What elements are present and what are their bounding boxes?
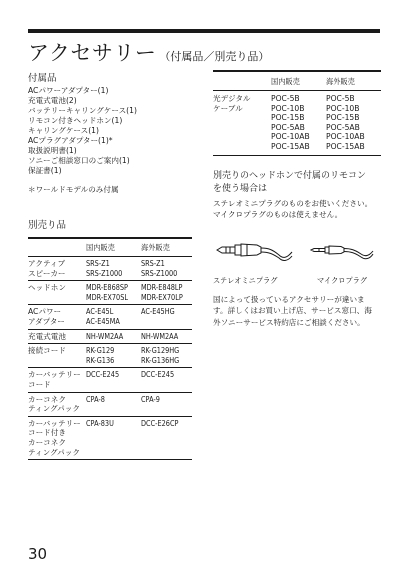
supplied-list bbox=[28, 86, 196, 176]
remote-note-line: マイクロプラグのものは使えません。 bbox=[213, 209, 343, 219]
cell-text: NH-WM2AA bbox=[141, 331, 179, 341]
cell-text: コード付き bbox=[28, 428, 66, 438]
page-number: 30 bbox=[28, 545, 48, 563]
table-row bbox=[28, 392, 192, 416]
cell-text: MDR-E848LP bbox=[141, 283, 183, 293]
cell-text: POC-15B bbox=[271, 113, 305, 123]
cell-line bbox=[271, 94, 326, 104]
cell-line bbox=[141, 293, 192, 303]
table-row bbox=[28, 416, 192, 459]
page-title-main: アクセサリー bbox=[28, 41, 157, 65]
supplied-item: 保証書(1) bbox=[28, 166, 62, 175]
cell-line bbox=[28, 448, 86, 458]
remote-note-text bbox=[213, 198, 381, 220]
supplied-item: リモコン付きヘッドホン(1) bbox=[28, 116, 123, 125]
cell-text: CPA-9 bbox=[141, 394, 160, 404]
plug-illustration bbox=[213, 228, 381, 290]
supplied-item: ソニーご相談窓口のご案内(1) bbox=[28, 156, 130, 165]
cell-text: カーバッテリー bbox=[28, 370, 81, 380]
domestic-cell bbox=[86, 305, 141, 329]
cell-line bbox=[28, 269, 86, 279]
cell-line bbox=[141, 370, 192, 380]
cell-text: 光デジタル bbox=[213, 94, 251, 103]
cell-text: カーバッテリー bbox=[28, 418, 81, 428]
cell-line bbox=[271, 142, 326, 152]
cell-text: RK-G136HG bbox=[141, 355, 180, 365]
cable-table bbox=[213, 70, 381, 156]
cell-line bbox=[141, 269, 192, 279]
cell-text: CPA-8 bbox=[86, 394, 105, 404]
cell-text: CPA-83U bbox=[86, 418, 114, 428]
cell-line bbox=[28, 395, 86, 405]
cell-line bbox=[326, 94, 381, 104]
cell-line bbox=[271, 104, 326, 114]
overseas-cell bbox=[141, 392, 192, 416]
country-note-line: 外ソニーサービス特約店にご相談ください。 bbox=[213, 317, 365, 327]
remote-note-heading-line: 別売りのヘッドホンで付属のリモコン bbox=[213, 170, 367, 181]
row-label-cell bbox=[28, 305, 86, 329]
cell-line bbox=[28, 370, 86, 380]
row-label-cell bbox=[28, 257, 86, 281]
domestic-cell bbox=[86, 416, 141, 459]
domestic-cell bbox=[86, 344, 141, 368]
cell-line bbox=[28, 346, 86, 356]
page-title bbox=[28, 37, 269, 67]
cell-text: POC-15AB bbox=[326, 141, 365, 151]
cell-line bbox=[86, 346, 141, 356]
row-label-cell bbox=[28, 368, 86, 392]
left-column bbox=[28, 70, 196, 460]
cell-text: DCC-E245 bbox=[86, 370, 120, 380]
overseas-cell bbox=[141, 257, 192, 281]
cell-text: AC-E45L bbox=[86, 307, 114, 317]
micro-plug-label: マイクロプラグ bbox=[317, 275, 368, 285]
cable-table-body bbox=[213, 91, 381, 156]
cell-text: アクティブ bbox=[28, 259, 66, 268]
cell-line bbox=[28, 438, 86, 448]
optional-table-header bbox=[28, 238, 192, 257]
cell-text: ティングパック bbox=[28, 447, 80, 457]
row-label-cell bbox=[213, 91, 271, 156]
optional-table bbox=[28, 237, 192, 460]
domestic-cell bbox=[86, 368, 141, 392]
cell-line bbox=[326, 132, 381, 142]
overseas-cell bbox=[141, 368, 192, 392]
cell-text: カーコネク bbox=[28, 394, 66, 404]
optional-col-blank bbox=[28, 238, 86, 257]
cell-line bbox=[86, 317, 141, 327]
supplied-item: キャリングケース(1) bbox=[28, 126, 99, 135]
table-row bbox=[28, 281, 192, 305]
cell-text: SRS-Z1 bbox=[86, 259, 110, 268]
supplied-heading: 付属品 bbox=[28, 73, 57, 84]
optional-table-body bbox=[28, 257, 192, 460]
overseas-cell bbox=[141, 416, 192, 459]
cell-line bbox=[141, 395, 192, 405]
micro-plug-icon bbox=[311, 246, 373, 259]
cell-line bbox=[28, 283, 86, 293]
cell-line bbox=[28, 332, 86, 342]
cell-text: DCC-E26CP bbox=[141, 418, 179, 428]
cell-text: AC-E45HG bbox=[141, 307, 175, 317]
cell-line bbox=[28, 404, 86, 414]
table-row bbox=[28, 257, 192, 281]
row-label-cell bbox=[28, 344, 86, 368]
cell-line bbox=[28, 428, 86, 438]
cell-text: SRS-Z1000 bbox=[141, 268, 178, 278]
optional-col-domestic: 国内販売 bbox=[86, 238, 141, 257]
cell-text: POC-15AB bbox=[271, 141, 310, 151]
cell-text: NH-WM2AA bbox=[86, 331, 124, 341]
table-row bbox=[213, 91, 381, 156]
domestic-cell bbox=[86, 257, 141, 281]
cell-text: POC-15B bbox=[326, 113, 360, 123]
cell-line bbox=[326, 104, 381, 114]
cable-table-header bbox=[213, 71, 381, 91]
remote-note-line: ステレオミニプラグのものをお使いください。 bbox=[213, 198, 373, 208]
cell-text: POC-10B bbox=[271, 103, 305, 113]
cell-text: POC-5AB bbox=[326, 122, 360, 132]
page-title-sub: （付属品／別売り品） bbox=[159, 50, 270, 63]
cell-text: POC-5B bbox=[326, 94, 355, 103]
optional-heading: 別売り品 bbox=[28, 220, 67, 231]
overseas-cell bbox=[326, 91, 381, 156]
cell-text: ケーブル bbox=[213, 103, 243, 113]
cell-line bbox=[28, 259, 86, 269]
cell-line bbox=[141, 356, 192, 366]
country-note bbox=[213, 294, 381, 329]
cell-text: MDR-EX70SL bbox=[86, 292, 128, 302]
cell-text: アダプター bbox=[28, 316, 65, 326]
cell-line bbox=[86, 419, 141, 429]
cell-text: 接続コード bbox=[28, 346, 66, 356]
domestic-cell bbox=[271, 91, 326, 156]
title-rule bbox=[28, 29, 380, 33]
cell-line bbox=[271, 132, 326, 142]
cell-text: POC-10AB bbox=[326, 132, 365, 142]
right-column bbox=[213, 70, 381, 328]
cell-text: POC-10B bbox=[326, 103, 360, 113]
table-row bbox=[28, 329, 192, 344]
cell-text: SRS-Z1 bbox=[141, 259, 165, 268]
cell-text: RK-G136 bbox=[86, 355, 115, 365]
domestic-cell bbox=[86, 281, 141, 305]
plug-drawings bbox=[213, 228, 381, 276]
cell-text: AC-E45MA bbox=[86, 316, 120, 326]
cell-text: SRS-Z1000 bbox=[86, 268, 123, 278]
row-label-cell bbox=[28, 392, 86, 416]
cell-line bbox=[86, 307, 141, 317]
remote-note-heading-line: を使う場合は bbox=[213, 183, 268, 194]
cell-text: 充電式電池 bbox=[28, 331, 66, 341]
cell-text: ヘッドホン bbox=[28, 283, 66, 293]
cell-text: ACパワー bbox=[28, 307, 62, 317]
cell-line bbox=[86, 259, 141, 269]
cell-line bbox=[86, 395, 141, 405]
overseas-cell bbox=[141, 344, 192, 368]
supplied-item: ACパワーアダプター(1) bbox=[28, 86, 109, 95]
cell-line bbox=[28, 317, 86, 327]
cell-line bbox=[141, 332, 192, 342]
cell-line bbox=[326, 113, 381, 123]
cell-text: POC-5AB bbox=[271, 122, 305, 132]
cell-line bbox=[326, 142, 381, 152]
supplied-item: バッテリーキャリングケース(1) bbox=[28, 106, 137, 115]
cable-col-overseas: 海外販売 bbox=[326, 71, 381, 91]
cell-line bbox=[141, 283, 192, 293]
cell-line bbox=[326, 123, 381, 133]
cell-line bbox=[213, 94, 271, 104]
remote-note-heading bbox=[213, 170, 381, 196]
overseas-cell bbox=[141, 329, 192, 344]
cell-line bbox=[86, 293, 141, 303]
cell-text: カーコネク bbox=[28, 437, 66, 447]
cell-line bbox=[28, 419, 86, 429]
cell-line bbox=[141, 419, 192, 429]
cable-col-blank bbox=[213, 71, 271, 91]
cable-col-domestic: 国内販売 bbox=[271, 71, 326, 91]
stereo-mini-plug-icon bbox=[217, 244, 292, 260]
cell-text: RK-G129 bbox=[86, 346, 115, 356]
row-label-cell bbox=[28, 329, 86, 344]
cell-text: スピーカー bbox=[28, 268, 66, 278]
cell-line bbox=[86, 269, 141, 279]
cell-line bbox=[141, 307, 192, 317]
overseas-cell bbox=[141, 305, 192, 329]
cell-line bbox=[86, 332, 141, 342]
cell-text: ティングパック bbox=[28, 404, 80, 414]
table-row bbox=[28, 344, 192, 368]
cell-text: POC-10AB bbox=[271, 132, 310, 142]
cell-line bbox=[271, 123, 326, 133]
country-note-line: 国によって扱っているアクセサリーが違いま bbox=[213, 294, 365, 304]
cell-line bbox=[28, 380, 86, 390]
table-row bbox=[28, 368, 192, 392]
country-note-line: す。詳しくはお買い上げ店、サービス窓口、海 bbox=[213, 306, 372, 316]
domestic-cell bbox=[86, 329, 141, 344]
cell-text: MDR-E868SP bbox=[86, 283, 128, 293]
cell-line bbox=[86, 370, 141, 380]
optional-col-overseas: 海外販売 bbox=[141, 238, 192, 257]
supplied-item: 充電式電池(2) bbox=[28, 96, 77, 105]
cell-line bbox=[86, 356, 141, 366]
cell-line bbox=[141, 346, 192, 356]
cell-text: DCC-E245 bbox=[141, 370, 175, 380]
cell-text: コード bbox=[28, 379, 51, 389]
stereo-mini-plug-label: ステレオミニプラグ bbox=[213, 275, 278, 285]
cell-line bbox=[141, 259, 192, 269]
supplied-item: ACプラグアダプター(1)* bbox=[28, 136, 113, 145]
row-label-cell bbox=[28, 281, 86, 305]
domestic-cell bbox=[86, 392, 141, 416]
supplied-item: 取扱説明書(1) bbox=[28, 146, 77, 155]
supplied-note: ＊ワールドモデルのみ付属 bbox=[28, 185, 119, 194]
overseas-cell bbox=[141, 281, 192, 305]
cell-line bbox=[28, 307, 86, 317]
cell-line bbox=[86, 283, 141, 293]
row-label-cell bbox=[28, 416, 86, 459]
cell-text: RK-G129HG bbox=[141, 346, 180, 356]
cell-text: POC-5B bbox=[271, 94, 300, 103]
cell-text: MDR-EX70LP bbox=[141, 292, 183, 302]
table-row bbox=[28, 305, 192, 329]
cell-line bbox=[213, 104, 271, 114]
cell-line bbox=[271, 113, 326, 123]
